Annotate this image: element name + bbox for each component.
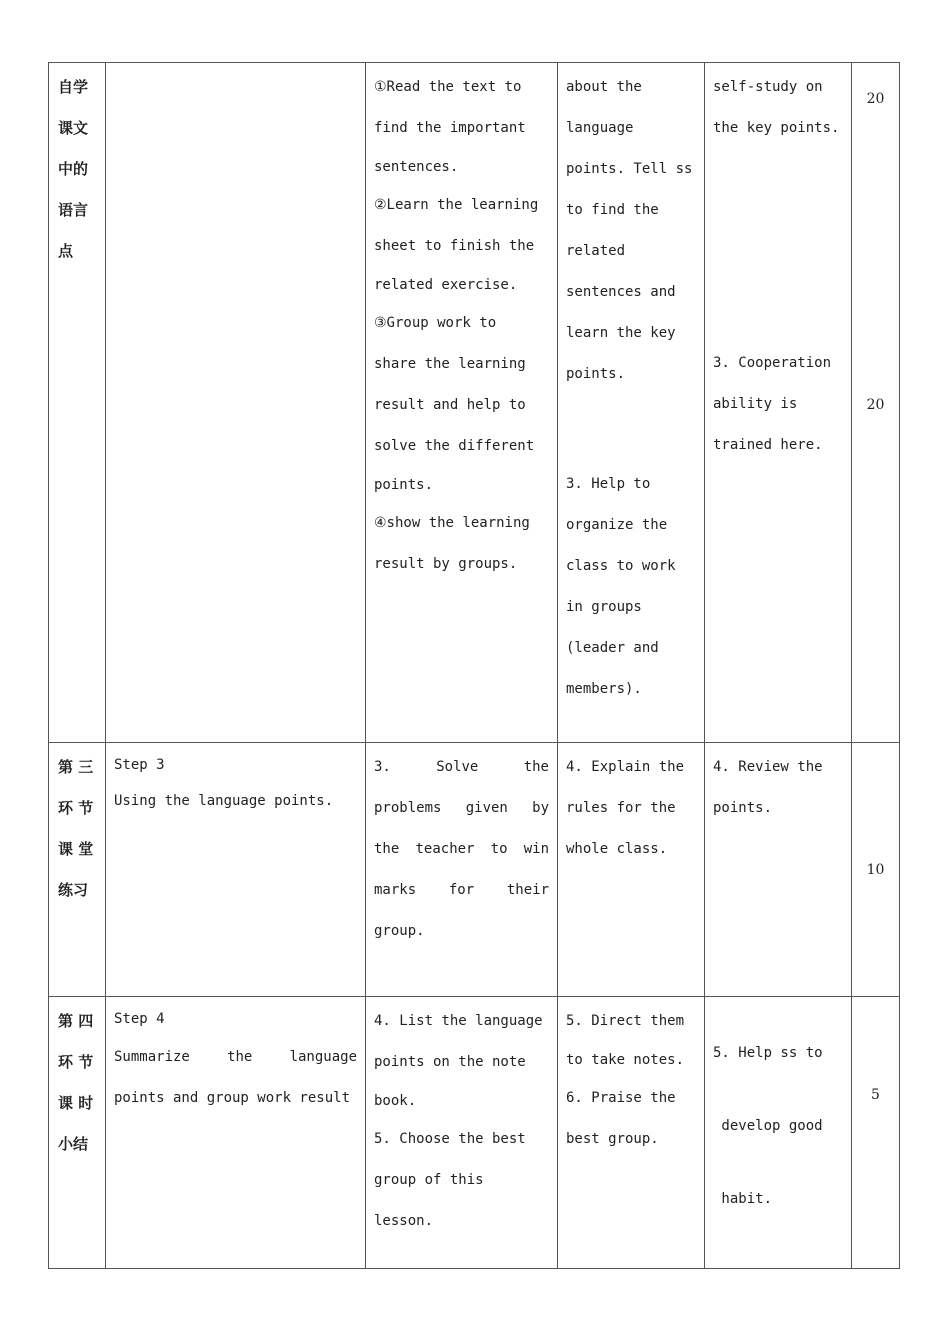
- stage-label: 环 节: [58, 1053, 94, 1071]
- text-line: 5. Help ss to: [713, 1045, 823, 1061]
- text-line: ④show the learning: [374, 515, 530, 531]
- text-line: self-study on: [713, 79, 823, 95]
- text-line: solve the different: [374, 438, 535, 454]
- text-line: language: [566, 120, 634, 136]
- text-line: find the important: [374, 120, 526, 136]
- text-line: trained here.: [713, 437, 823, 453]
- text-line: 4. Review the: [713, 759, 823, 775]
- stage-label: 点: [58, 242, 74, 260]
- content-cell: [106, 63, 366, 743]
- text-line: organize the: [566, 517, 668, 533]
- text-line: 6. Praise the: [566, 1090, 676, 1106]
- stage-label: 中的: [58, 160, 89, 178]
- text-line: ability is: [713, 396, 798, 412]
- stage-label: 课文: [58, 119, 89, 137]
- text-line: develop good: [713, 1118, 823, 1134]
- time-cell: [852, 63, 900, 743]
- text-line: points on the note: [374, 1054, 526, 1070]
- purpose-cell: [705, 743, 852, 997]
- text-line: habit.: [713, 1191, 773, 1207]
- student-activity-cell: [366, 997, 558, 1269]
- stage-label: 课 堂: [58, 840, 94, 858]
- text-line: to take notes.: [566, 1052, 685, 1068]
- text-line: the teacher to win: [374, 841, 549, 857]
- text-line: book.: [374, 1093, 417, 1109]
- text-line: related exercise.: [374, 277, 518, 293]
- stage-label: 语言: [58, 201, 89, 219]
- text-line: points.: [374, 477, 434, 493]
- teacher-activity-cell: [558, 63, 705, 743]
- text-line: whole class.: [566, 841, 668, 857]
- purpose-cell: [705, 997, 852, 1269]
- text-line: result by groups.: [374, 556, 518, 572]
- text-line: sheet to finish the: [374, 238, 535, 254]
- stage-label: 自学: [58, 78, 89, 96]
- text-line: class to work: [566, 558, 676, 574]
- text-line: group.: [374, 923, 425, 939]
- text-line: Step 3: [114, 757, 165, 773]
- stage-label: 课 时: [58, 1094, 94, 1112]
- text-line: to find the: [566, 202, 659, 218]
- text-line: marks for their: [374, 882, 549, 898]
- text-line: 5. Choose the best: [374, 1131, 526, 1147]
- time-cell: [852, 743, 900, 997]
- time-value: 20: [866, 91, 885, 107]
- stage-label: 环 节: [58, 799, 94, 817]
- text-line: best group.: [566, 1131, 659, 1147]
- text-line: (leader and: [566, 640, 659, 656]
- time-cell: [852, 997, 900, 1269]
- text-line: points and group work result: [114, 1090, 351, 1106]
- lesson-plan-table: [48, 62, 900, 1269]
- text-line: ③Group work to: [374, 315, 497, 331]
- text-line: 3. Solve the: [374, 759, 549, 775]
- text-line: points.: [713, 800, 773, 816]
- text-line: the key points.: [713, 120, 840, 136]
- stage-cell: [49, 63, 106, 743]
- text-line: related: [566, 243, 626, 259]
- text-line: result and help to: [374, 397, 526, 413]
- teacher-activity-cell: [558, 743, 705, 997]
- text-line: 4. Explain the: [566, 759, 685, 775]
- text-line: lesson.: [374, 1213, 434, 1229]
- text-line: share the learning: [374, 356, 526, 372]
- stage-cell: [49, 743, 106, 997]
- table-row: [49, 63, 900, 743]
- content-cell: [106, 743, 366, 997]
- text-line: Summarize the language: [114, 1049, 357, 1065]
- teacher-activity-cell: [558, 997, 705, 1269]
- table-row: [49, 743, 900, 997]
- text-line: problems given by: [374, 800, 549, 816]
- stage-label: 练习: [58, 881, 89, 899]
- table-row: [49, 997, 900, 1269]
- text-line: sentences and: [566, 284, 676, 300]
- text-line: group of this: [374, 1172, 484, 1188]
- stage-label: 小结: [58, 1135, 89, 1153]
- student-activity-cell: [366, 743, 558, 997]
- purpose-cell: [705, 63, 852, 743]
- text-line: in groups: [566, 599, 642, 615]
- text-line: learn the key: [566, 325, 676, 341]
- text-line: 3. Help to: [566, 476, 651, 492]
- text-line: sentences.: [374, 159, 459, 175]
- text-line: ①Read the text to: [374, 79, 522, 95]
- text-line: members).: [566, 681, 642, 697]
- text-line: ②Learn the learning: [374, 197, 539, 213]
- content-cell: [106, 997, 366, 1269]
- text-line: points.: [566, 366, 626, 382]
- text-line: 5. Direct them: [566, 1013, 685, 1029]
- text-line: points. Tell ss: [566, 161, 693, 177]
- time-value: 10: [866, 861, 885, 878]
- text-line: 3. Cooperation: [713, 355, 832, 371]
- text-line: about the: [566, 79, 642, 95]
- time-value: 20: [866, 397, 885, 413]
- time-value: 5: [871, 1086, 880, 1103]
- stage-label: 第 四: [58, 1012, 94, 1030]
- text-line: Using the language points.: [114, 793, 334, 809]
- stage-cell: [49, 997, 106, 1269]
- text-line: rules for the: [566, 800, 676, 816]
- stage-label: 第 三: [58, 758, 94, 776]
- text-line: Step 4: [114, 1011, 165, 1027]
- student-activity-cell: [366, 63, 558, 743]
- text-line: 4. List the language: [374, 1013, 543, 1029]
